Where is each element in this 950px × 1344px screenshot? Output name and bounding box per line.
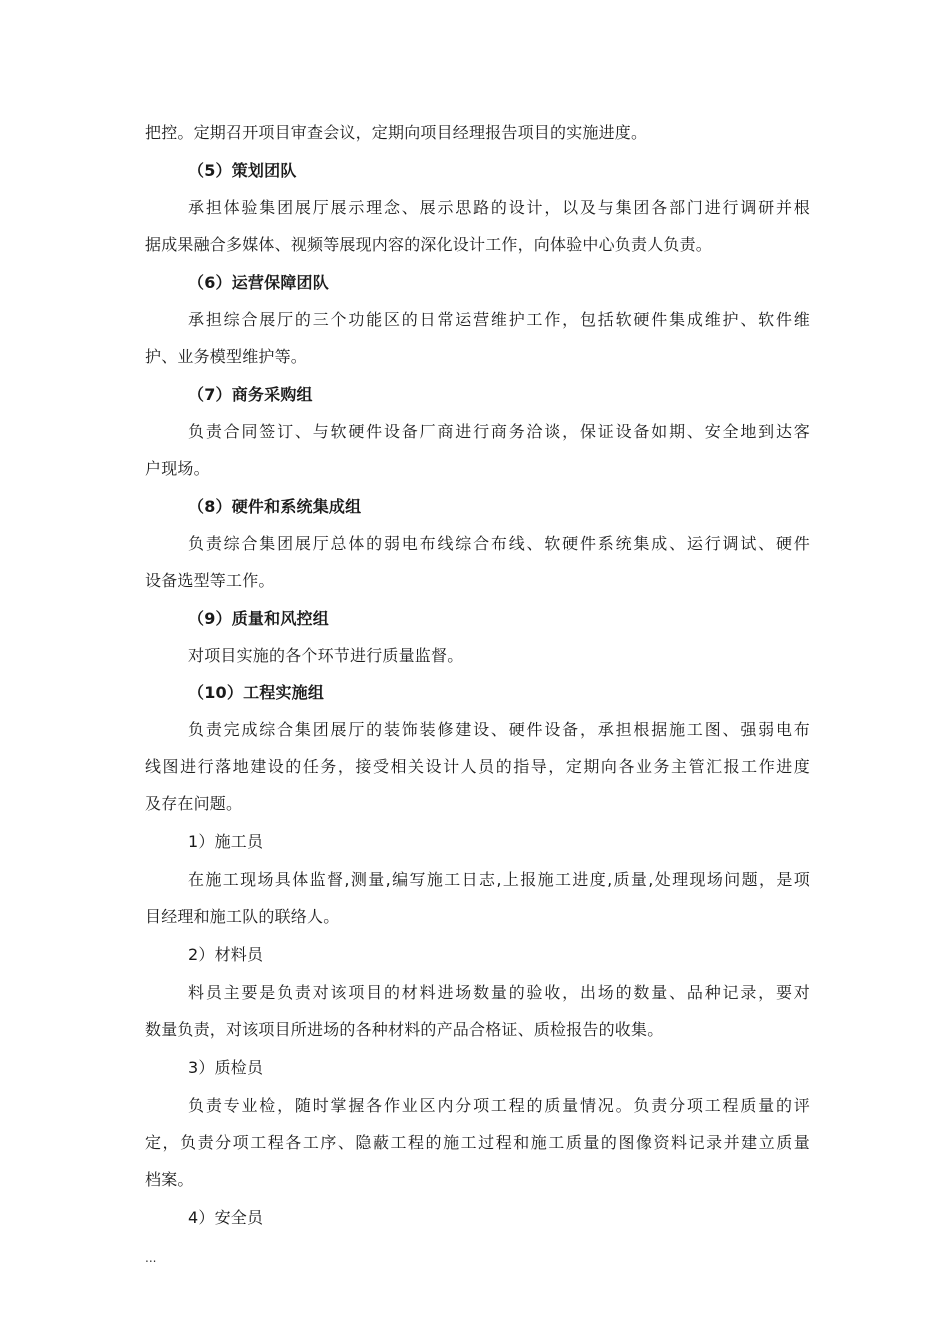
body-text-line: 承担体验集团展厅展示理念、展示思路的设计，以及与集团各部门进行调研并根	[188, 198, 810, 217]
body-text-line: 负责完成综合集团展厅的装饰装修建设、硬件设备，承担根据施工图、强弱电布	[188, 720, 810, 739]
page-footer-mark: ...	[145, 1251, 157, 1265]
body-text-line: 护、业务模型维护等。	[145, 347, 308, 366]
section-heading-6: （6）运营保障团队	[188, 273, 329, 292]
subsection-heading-2: 2）材料员	[188, 945, 264, 964]
section-heading-7: （7）商务采购组	[188, 385, 313, 404]
section-heading-8: （8）硬件和系统集成组	[188, 497, 362, 516]
body-text-line: 对项目实施的各个环节进行质量监督。	[188, 646, 464, 665]
body-text-line: 在施工现场具体监督,测量,编写施工日志,上报施工进度,质量,处理现场问题，是项	[188, 870, 810, 889]
subsection-heading-3: 3）质检员	[188, 1058, 264, 1077]
body-text-line: 线图进行落地建设的任务，接受相关设计人员的指导，定期向各业务主管汇报工作进度	[145, 757, 810, 776]
body-text-line: 户现场。	[145, 459, 210, 478]
body-text-line: 档案。	[145, 1170, 194, 1189]
body-text-line: 及存在问题。	[145, 794, 243, 813]
section-heading-5: （5）策划团队	[188, 161, 297, 180]
body-text-line: 把控。定期召开项目审查会议，定期向项目经理报告项目的实施进度。	[145, 123, 648, 142]
body-text-line: 负责合同签订、与软硬件设备厂商进行商务洽谈，保证设备如期、安全地到达客	[188, 422, 810, 441]
body-text-line: 承担综合展厅的三个功能区的日常运营维护工作，包括软硬件集成维护、软件维	[188, 310, 810, 329]
body-text-line: 料员主要是负责对该项目的材料进场数量的验收，出场的数量、品种记录，要对	[188, 983, 810, 1002]
section-heading-10: （10）工程实施组	[188, 683, 325, 702]
subsection-heading-1: 1）施工员	[188, 832, 264, 851]
body-text-line: 定，负责分项工程各工序、隐蔽工程的施工过程和施工质量的图像资料记录并建立质量	[145, 1133, 810, 1152]
body-text-line: 据成果融合多媒体、视频等展现内容的深化设计工作，向体验中心负责人负责。	[145, 235, 713, 254]
section-heading-9: （9）质量和风控组	[188, 609, 329, 628]
body-text-line: 设备选型等工作。	[145, 571, 275, 590]
body-text-line: 负责专业检，随时掌握各作业区内分项工程的质量情况。负责分项工程质量的评	[188, 1096, 810, 1115]
body-text-line: 目经理和施工队的联络人。	[145, 907, 340, 926]
body-text-line: 数量负责，对该项目所进场的各种材料的产品合格证、质检报告的收集。	[145, 1020, 664, 1039]
body-text-line: 负责综合集团展厅总体的弱电布线综合布线、软硬件系统集成、运行调试、硬件	[188, 534, 810, 553]
subsection-heading-4: 4）安全员	[188, 1208, 264, 1227]
